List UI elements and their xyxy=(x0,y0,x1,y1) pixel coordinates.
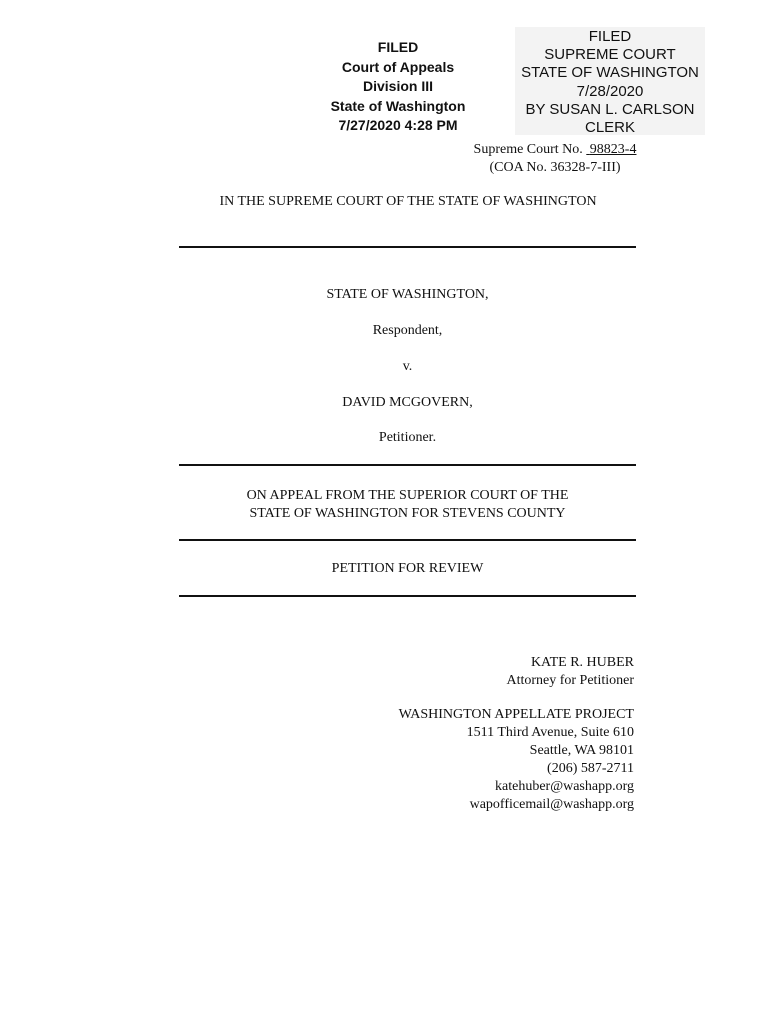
case-numbers xyxy=(440,141,670,177)
appeal-from-line: STATE OF WASHINGTON FOR STEVENS COUNTY xyxy=(249,506,566,521)
coa-stamp-line: Court of Appeals xyxy=(341,58,455,75)
firm-block xyxy=(399,706,634,814)
sc-number-value: 98823-4 xyxy=(589,142,637,157)
defendant-role: Petitioner. xyxy=(378,430,437,445)
court-heading: IN THE SUPREME COURT OF THE STATE OF WASHINGTON xyxy=(219,194,597,209)
sc-stamp-line: STATE OF WASHINGTON xyxy=(521,64,699,82)
plaintiff-role: Respondent, xyxy=(372,323,443,338)
divider xyxy=(179,539,636,541)
attorney-name: KATE R. HUBER xyxy=(530,655,634,670)
coa-stamp-line: Division III xyxy=(362,78,433,94)
versus: v. xyxy=(402,359,413,374)
divider xyxy=(179,464,636,466)
attorney-role: Attorney for Petitioner xyxy=(506,673,634,688)
coa-stamp-line: FILED xyxy=(377,39,419,55)
sc-stamp-line: SUPREME COURT xyxy=(544,46,676,64)
plaintiff-name: STATE OF WASHINGTON, xyxy=(326,287,489,302)
firm-address-line: 1511 Third Avenue, Suite 610 xyxy=(466,725,634,740)
coa-filed-stamp xyxy=(318,38,478,136)
firm-address-line: Seattle, WA 98101 xyxy=(529,743,634,758)
firm-email: katehuber@washapp.org xyxy=(495,779,634,794)
divider xyxy=(179,595,636,597)
document-title: PETITION FOR REVIEW xyxy=(331,561,484,576)
sc-stamp-line: BY SUSAN L. CARLSON xyxy=(525,100,695,118)
firm-email: wapofficemail@washapp.org xyxy=(469,797,634,812)
coa-stamp-line: 7/27/2020 4:28 PM xyxy=(338,117,458,133)
firm-name: WASHINGTON APPELLATE PROJECT xyxy=(398,707,634,722)
attorney-block xyxy=(506,654,634,690)
sc-stamp-line: CLERK xyxy=(584,119,636,137)
supreme-court-filed-stamp xyxy=(515,27,705,135)
sc-stamp-line: 7/28/2020 xyxy=(576,82,644,100)
sc-stamp-line: FILED xyxy=(588,28,632,45)
firm-phone: (206) 587-2711 xyxy=(547,761,634,776)
coa-number: (COA No. 36328-7-III) xyxy=(489,160,621,175)
sc-number-label: Supreme Court No. xyxy=(473,142,583,157)
divider xyxy=(179,246,636,248)
appeal-from xyxy=(179,487,636,523)
appeal-from-line: ON APPEAL FROM THE SUPERIOR COURT OF THE xyxy=(246,488,569,503)
defendant-name: DAVID MCGOVERN, xyxy=(342,395,473,410)
coa-stamp-line: State of Washington xyxy=(330,97,466,114)
supreme-court-number xyxy=(440,141,670,159)
